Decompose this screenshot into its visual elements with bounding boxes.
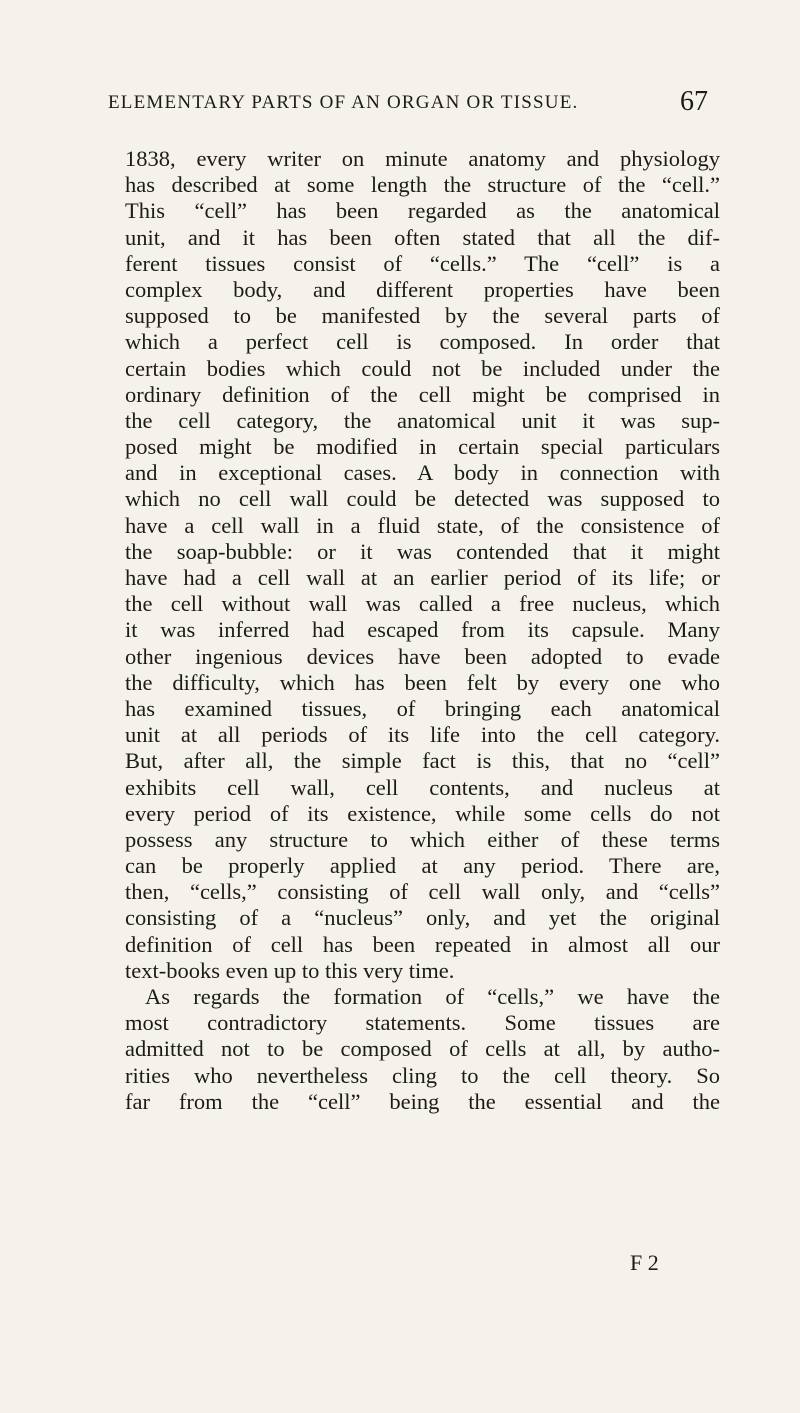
text-line: have a cell wall in a fluid state, of the consistence of bbox=[125, 512, 720, 538]
signature-mark: F 2 bbox=[630, 1250, 659, 1275]
text-line: But, after all, the simple fact is this, that no “cell” bbox=[125, 748, 720, 774]
text-line: which a perfect cell is composed. In order that bbox=[125, 329, 720, 355]
page-number: 67 bbox=[680, 86, 708, 117]
text-line: the soap-bubble: or it was contended that it might bbox=[125, 538, 720, 564]
text-line: the cell without wall was called a free nucleus, which bbox=[125, 591, 720, 617]
text-line: 1838, every writer on minute anatomy and physiology bbox=[125, 146, 720, 171]
text-line: it was inferred had escaped from its capsule. Many bbox=[125, 617, 720, 643]
text-line: consisting of a “nucleus” only, and yet the original bbox=[125, 905, 720, 931]
text-line: the cell category, the anatomical unit it was sup- bbox=[125, 407, 720, 433]
text-line: other ingenious devices have been adopted to evade bbox=[125, 643, 720, 669]
text-line: admitted not to be composed of cells at all, by autho- bbox=[125, 1036, 720, 1062]
text-line: can be properly applied at any period. There are, bbox=[125, 853, 720, 879]
text-line: supposed to be manifested by the several parts of bbox=[125, 303, 720, 329]
text-line: possess any structure to which either of these terms bbox=[125, 826, 720, 852]
text-line: which no cell wall could be detected was supposed to bbox=[125, 486, 720, 512]
text-line: definition of cell has been repeated in almost all our bbox=[125, 931, 720, 957]
text-line: has described at some length the structure of the “cell.” bbox=[125, 172, 720, 198]
text-line: has examined tissues, of bringing each anatomical bbox=[125, 695, 720, 721]
text-line: the difficulty, which has been felt by every one who bbox=[125, 669, 720, 695]
text-line: This “cell” has been regarded as the anatomical bbox=[125, 198, 720, 224]
running-head bbox=[108, 86, 708, 122]
text-line: certain bodies which could not be included under the bbox=[125, 355, 720, 381]
text-line: text-books even up to this very time. bbox=[125, 957, 455, 983]
text-line: and in exceptional cases. A body in connection with bbox=[125, 460, 720, 486]
text-line: ferent tissues consist of “cells.” The “cell” is a bbox=[125, 250, 720, 276]
text-line: complex body, and different properties have been bbox=[125, 276, 720, 302]
body-text bbox=[125, 146, 720, 1115]
text-line: rities who nevertheless cling to the cell theory. So bbox=[125, 1062, 720, 1088]
text-line: every period of its existence, while some cells do not bbox=[125, 800, 720, 826]
text-line: far from the “cell” being the essential and the bbox=[125, 1088, 720, 1114]
text-line: unit, and it has been often stated that all the dif- bbox=[125, 224, 720, 250]
text-line: exhibits cell wall, cell contents, and nucleus at bbox=[125, 774, 720, 800]
text-line: unit at all periods of its life into the cell category. bbox=[125, 722, 720, 748]
text-line: most contradictory statements. Some tissues are bbox=[125, 1010, 720, 1036]
text-line: ordinary definition of the cell might be comprised in bbox=[125, 381, 720, 407]
text-line: have had a cell wall at an earlier period of its life; or bbox=[125, 565, 720, 590]
running-title: ELEMENTARY PARTS OF AN ORGAN OR TISSUE. bbox=[108, 92, 579, 113]
text-line: As regards the formation of “cells,” we have the bbox=[145, 984, 720, 1009]
text-line: then, “cells,” consisting of cell wall only, and “cells” bbox=[125, 879, 720, 905]
text-line: posed might be modified in certain special particulars bbox=[125, 434, 720, 460]
